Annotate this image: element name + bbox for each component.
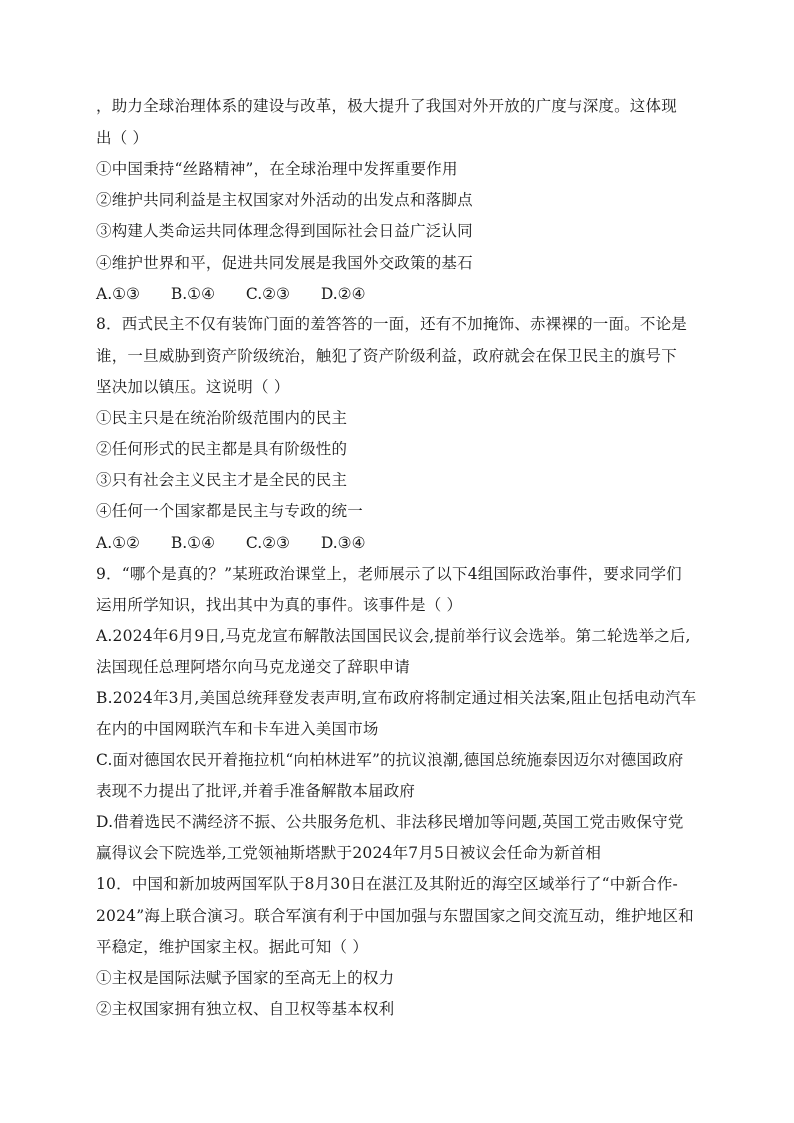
q9-choice-b-line-2: 在内的中国网联汽车和卡车进入美国市场 [96, 720, 379, 738]
q7-stem-line-2: 出（ ） [96, 129, 149, 147]
q7-options [96, 284, 706, 304]
q7-option-d: D.②④ [320, 285, 366, 303]
q7-item-2: ②维护共同利益是主权国家对外活动的出发点和落脚点 [96, 191, 473, 209]
q9-choice-a-line-1: A.2024年6月9日,马克龙宣布解散法国国民议会,提前举行议会选举。第二轮选举之后, [96, 627, 691, 645]
q8-option-d: D.③④ [320, 534, 366, 552]
q9-choice-c-line-2: 表现不力提出了批评,并着手准备解散本届政府 [96, 782, 416, 800]
q7-option-a: A.①③ [96, 285, 140, 303]
q10-stem-line-2: 2024”海上联合演习。联合军演有利于中国加强与东盟国家之间交流互动，维护地区和 [96, 907, 694, 925]
q10-stem-line-1: 10．中国和新加坡两国军队于8月30日在湛江及其附近的海空区域举行了“中新合作- [96, 875, 678, 893]
q9-stem-line-1: 9．“哪个是真的？”某班政治课堂上，老师展示了以下4组国际政治事件，要求同学们 [96, 565, 682, 583]
q8-option-a: A.①② [96, 534, 140, 552]
q7-item-3: ③构建人类命运共同体理念得到国际社会日益广泛认同 [96, 222, 473, 240]
q8-stem-line-2: 谁，一旦威胁到资产阶级统治，触犯了资产阶级利益，政府就会在保卫民主的旗号下 [96, 347, 677, 365]
q9-choice-a-line-2: 法国现任总理阿塔尔向马克龙递交了辞职申请 [96, 658, 411, 676]
q8-item-3: ③只有社会主义民主才是全民的民主 [96, 471, 348, 489]
q10-stem-line-3: 平稳定，维护国家主权。据此可知（ ） [96, 938, 369, 956]
q7-item-1: ①中国秉持“丝路精神”，在全球治理中发挥重要作用 [96, 160, 458, 178]
q9-choice-d-line-2: 赢得议会下院选举,工党领袖斯塔默于2024年7月5日被议会任命为新首相 [96, 844, 602, 862]
q10-item-2: ②主权国家拥有独立权、自卫权等基本权利 [96, 1000, 395, 1018]
q9-choice-d-line-1: D.借着选民不满经济不振、公共服务危机、非法移民增加等问题,英国工党击败保守党 [96, 813, 684, 831]
q7-stem-line-1: ，助力全球治理体系的建设与改革，极大提升了我国对外开放的广度与深度。这体现 [96, 97, 677, 115]
q9-stem-line-2: 运用所学知识，找出其中为真的事件。该事件是（ ） [96, 596, 463, 614]
q9-choice-c-line-1: C.面对德国农民开着拖拉机“向柏林进军”的抗议浪潮,德国总统施泰因迈尔对德国政府 [96, 751, 684, 769]
q8-option-c: C.②③ [245, 534, 290, 552]
q8-option-b: B.①④ [170, 534, 215, 552]
q10-item-1: ①主权是国际法赋予国家的至高无上的权力 [96, 969, 395, 987]
q8-item-4: ④任何一个国家都是民主与专政的统一 [96, 502, 363, 520]
q8-stem-line-1: 8．西式民主不仅有装饰门面的羞答答的一面，还有不加掩饰、赤裸裸的一面。不论是 [96, 315, 687, 333]
q8-item-2: ②任何形式的民主都是具有阶级性的 [96, 440, 348, 458]
q8-options [96, 533, 706, 553]
q7-item-4: ④维护世界和平，促进共同发展是我国外交政策的基石 [96, 254, 473, 272]
q7-option-b: B.①④ [170, 285, 215, 303]
q7-option-c: C.②③ [245, 285, 290, 303]
q9-choice-b-line-1: B.2024年3月,美国总统拜登发表声明,宣布政府将制定通过相关法案,阻止包括电动汽车 [96, 689, 697, 707]
q8-item-1: ①民主只是在统治阶级范围内的民主 [96, 409, 348, 427]
q8-stem-line-3: 坚决加以镇压。这说明（ ） [96, 378, 290, 396]
